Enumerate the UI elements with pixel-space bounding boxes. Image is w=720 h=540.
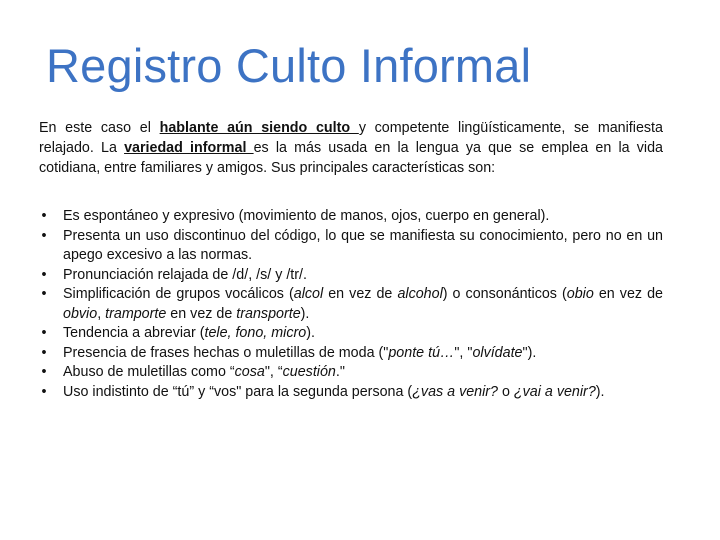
list-item-text: Abuso de muletillas como “ bbox=[63, 364, 235, 380]
intro-paragraph bbox=[39, 118, 663, 178]
list-item-text: "). bbox=[522, 344, 537, 361]
italic-example: cuestión bbox=[282, 364, 336, 380]
list-item-text: Es espontáneo y expresivo (movimiento de manos, ojos, cuerpo en general). bbox=[63, 208, 550, 224]
list-item-text: ). bbox=[306, 325, 315, 341]
page-title: Registro Culto Informal bbox=[46, 39, 532, 92]
list-item bbox=[39, 285, 663, 324]
list-item-text: , bbox=[97, 305, 106, 322]
intro-text-1: En este caso el bbox=[39, 120, 160, 136]
list-item-text: o bbox=[498, 383, 514, 400]
underlined-phrase-hablante: hablante aún siendo culto bbox=[159, 120, 359, 136]
list-item bbox=[39, 363, 663, 383]
italic-example: ponte tú… bbox=[388, 344, 455, 361]
italic-example: olvídate bbox=[472, 344, 523, 361]
bullet-icon: • bbox=[41, 286, 47, 302]
list-item-text: en vez de bbox=[166, 305, 237, 322]
italic-example: alcol bbox=[293, 286, 324, 302]
list-item-text: Pronunciación relajada de /d/, /s/ y /tr/. bbox=[63, 266, 307, 283]
list-item bbox=[39, 227, 663, 266]
list-item-text: ) o consonánticos ( bbox=[442, 286, 567, 302]
bullet-icon: • bbox=[41, 227, 47, 244]
bullet-icon: • bbox=[41, 344, 47, 361]
bullet-icon: • bbox=[41, 383, 47, 400]
underlined-phrase-variedad: variedad informal bbox=[124, 140, 254, 156]
list-item-text: ). bbox=[300, 305, 310, 322]
list-item bbox=[39, 383, 663, 403]
list-item-text: Tendencia a abreviar ( bbox=[63, 325, 205, 341]
bullet-icon: • bbox=[41, 364, 47, 380]
list-item-text: Presencia de frases hechas o muletillas de moda (" bbox=[63, 344, 389, 361]
intro-text-3: es la más usada en la lengua ya que se emplea en la vida cotidiana, entre familiares y amigos. Sus principales características son: bbox=[39, 140, 663, 176]
list-item-text: Uso indistinto de “tú” y “vos" para la segunda persona ( bbox=[63, 383, 413, 400]
list-item-text: en vez de bbox=[593, 286, 663, 302]
italic-example: obvio bbox=[63, 305, 98, 322]
italic-example: transporte bbox=[236, 305, 301, 322]
bullet-icon: • bbox=[41, 208, 47, 224]
list-item-text: ", " bbox=[454, 344, 473, 361]
bullet-icon: • bbox=[41, 266, 47, 283]
characteristics-list bbox=[39, 207, 663, 402]
list-item-text: Presenta un uso discontinuo del código, lo que se manifiesta su conocimiento, pero no en un apego excesivo a las normas. bbox=[63, 227, 663, 263]
list-item-text: ). bbox=[595, 383, 605, 400]
list-item bbox=[39, 207, 663, 227]
list-item-text: Simplificación de grupos vocálicos ( bbox=[63, 286, 294, 302]
bullet-icon: • bbox=[41, 325, 47, 341]
intro-text-2: y competente lingüísticamente, se manifiesta relajado. La bbox=[39, 120, 663, 156]
list-item-text: ." bbox=[335, 364, 345, 380]
list-item bbox=[39, 266, 663, 286]
italic-example: tramporte bbox=[105, 305, 167, 322]
italic-example: ¿vai a venir? bbox=[513, 383, 596, 400]
list-item bbox=[39, 324, 663, 344]
italic-example: cosa bbox=[234, 364, 265, 380]
italic-example: alcohol bbox=[397, 286, 443, 302]
italic-example: tele, fono, micro bbox=[204, 325, 307, 341]
italic-example: ¿vas a venir? bbox=[412, 383, 499, 400]
list-item bbox=[39, 344, 663, 364]
italic-example: obio bbox=[566, 286, 594, 302]
list-item-text: en vez de bbox=[323, 286, 398, 302]
list-item-text: ", “ bbox=[264, 364, 283, 380]
